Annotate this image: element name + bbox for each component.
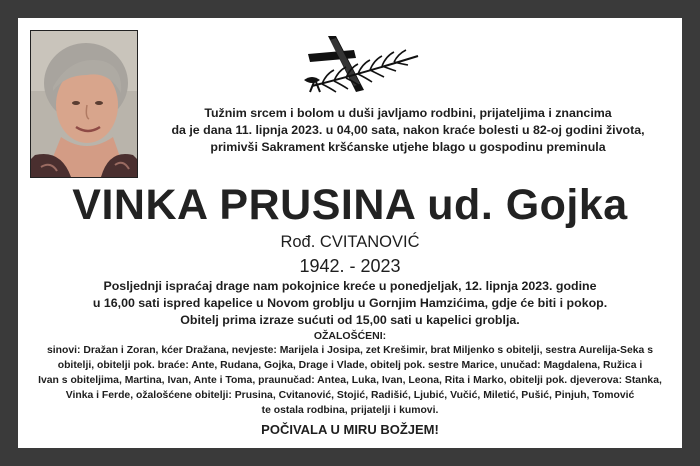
announcement-line: primivši Sakrament kršćanske utjehe blago u gospodinu preminula — [210, 140, 606, 154]
mourners-line: Vinka i Ferde, ožalošćene obitelji: Prusina, Cvitanović, Stojić, Radišić, Ljubić, Vučić, Miletić, Pušić, Pinjuh, Tomović — [65, 390, 635, 401]
mourners-list — [18, 343, 682, 418]
closing-prayer: POČIVALA U MIRU BOŽJEM! — [261, 422, 439, 437]
maiden-name: Rođ. CVITANOVIĆ — [280, 233, 420, 251]
funeral-line: Posljednji ispraćaj drage nam pokojnice kreće u ponedjeljak, 12. lipnja 2023. godine — [103, 279, 597, 293]
mourners-line: Ivan s obiteljima, Martina, Ivan, Ante i Toma, praunučad: Antea, Luka, Ivan, Leona, Rita i Marko, obitelji pok. djeverova: Stanka, — [38, 375, 662, 386]
portrait-photo — [30, 30, 138, 178]
announcement-line: Tužnim srcem i bolom u duši javljamo rodbini, prijateljima i znancima — [204, 106, 612, 120]
life-years: 1942. - 2023 — [299, 256, 401, 276]
announcement-line: da je dana 11. lipnja 2023. u 04,00 sata, nakon kraće bolesti u 82-oj godini života, — [171, 123, 645, 137]
funeral-line: Obitelj prima izraze sućuti od 15,00 sati u kapelici groblja. — [180, 313, 520, 327]
cross-with-palm-icon — [300, 34, 422, 94]
funeral-line: u 16,00 sati ispred kapelice u Novom groblju u Gornjim Hamzićima, gdje će biti i pokop. — [92, 296, 608, 310]
mourners-heading: OŽALOŠĆENI: — [313, 330, 387, 342]
funeral-details — [18, 278, 682, 329]
mourners-line: sinovi: Dražan i Zoran, kćer Dražana, nevjeste: Marijela i Josipa, zet Krešimir, brat Miljenko s obitelji, sestra Aurelija-Seka s — [47, 345, 653, 356]
obituary-card — [18, 18, 682, 448]
mourners-line: te ostala rodbina, prijatelji i kumovi. — [261, 405, 439, 416]
mourners-line: obitelji, obitelji pok. braće: Ante, Rudana, Gojka, Drage i Vlade, obitelj pok. sestre Marice, unučad: Magdalena, Ružica i — [57, 360, 643, 371]
deceased-name: VINKA PRUSINA ud. Gojka — [72, 181, 628, 229]
announcement-text — [136, 105, 680, 156]
